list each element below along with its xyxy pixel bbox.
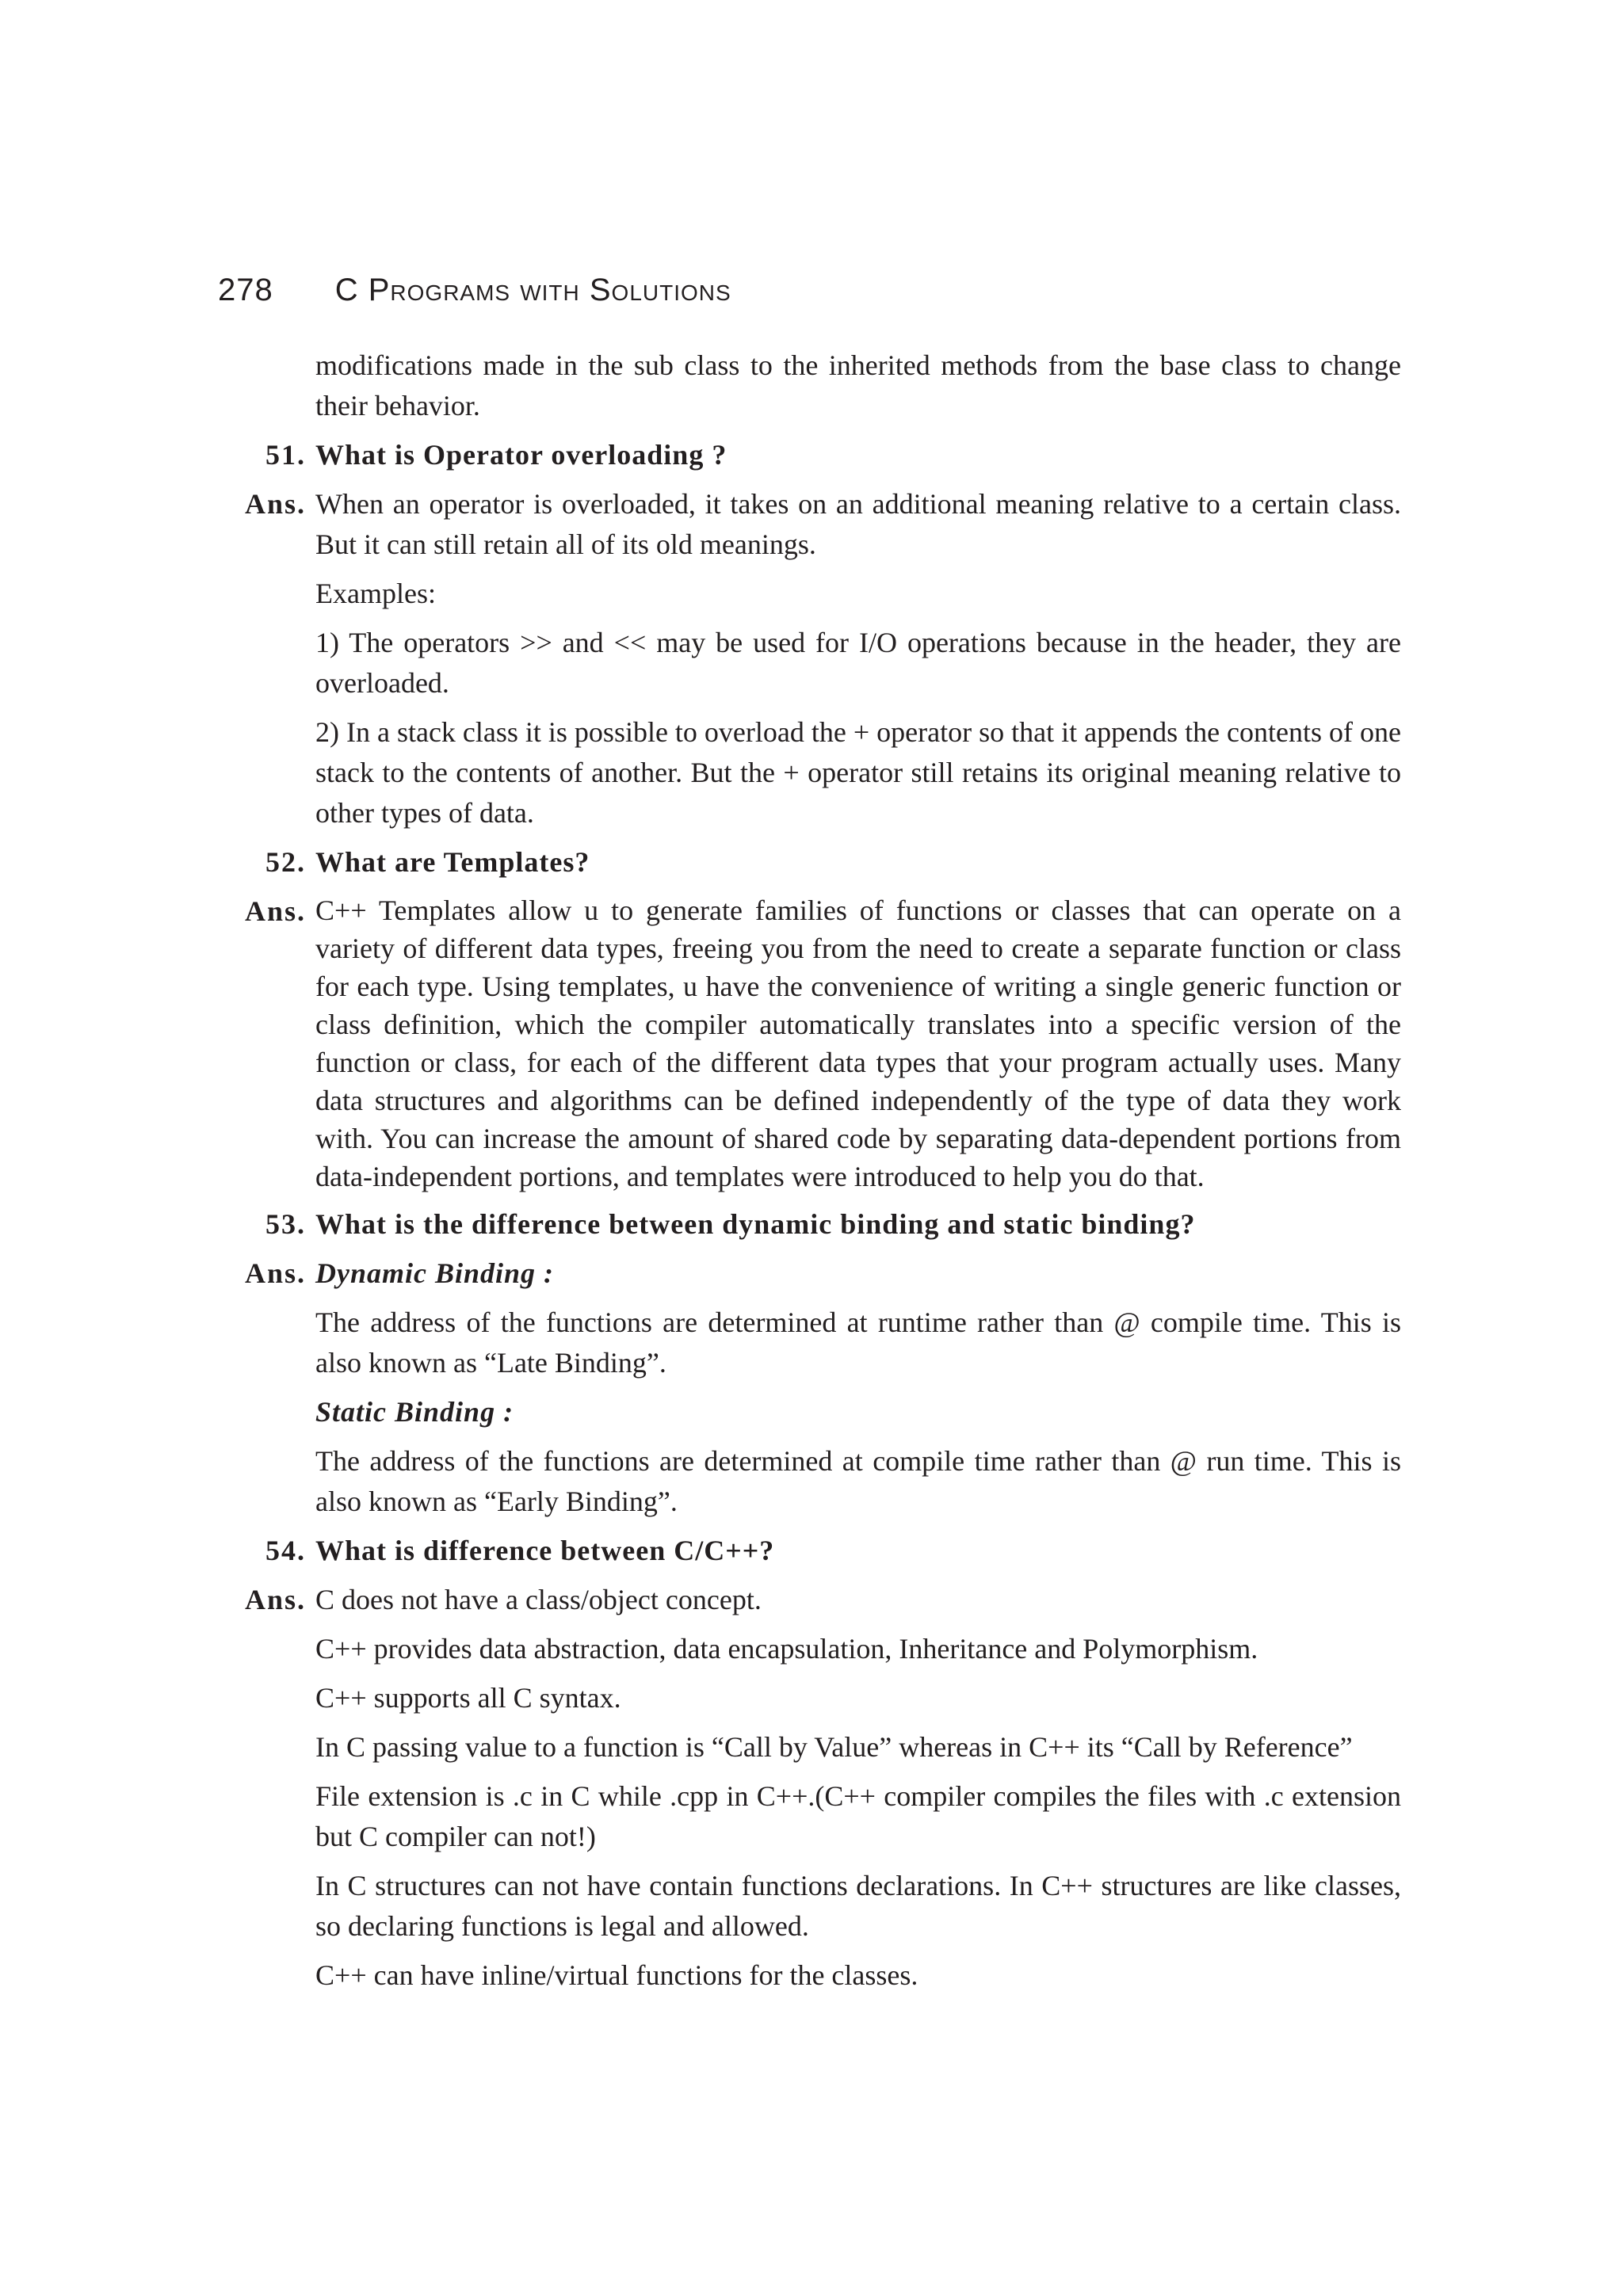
answer-paragraph: In C passing value to a function is “Call by Value” whereas in C++ its “Call by Reference” [315, 1731, 1353, 1763]
page-number: 278 [218, 273, 273, 307]
question-number: 51. [265, 439, 306, 471]
answer-paragraph: Examples: [315, 578, 436, 609]
answer-paragraph: 1) The operators >> and << may be used for I/O operations because in the header, they are overloaded. [315, 627, 1401, 699]
question-text: What is the difference between dynamic binding and static binding? [315, 1208, 1196, 1240]
answer-paragraph: In C structures can not have contain functions declarations. In C++ structures are like classes, so declaring functions is legal and allowed. [315, 1870, 1401, 1942]
running-title: C Programs with Solutions [334, 273, 731, 307]
answer-paragraph: C does not have a class/object concept. [315, 1584, 762, 1615]
page-content [244, 345, 1401, 2004]
question-number: 52. [265, 846, 306, 878]
answer-paragraph: File extension is .c in C while .cpp in C++.(C++ compiler compiles the files with .c extension but C compiler can not!) [315, 1780, 1401, 1852]
answer-paragraph: C++ supports all C syntax. [315, 1682, 621, 1714]
static-binding-text: The address of the functions are determined at compile time rather than @ run time. This is also known as “Early Binding”. [315, 1445, 1401, 1517]
question-text: What are Templates? [315, 846, 590, 878]
answer-51 [244, 484, 1401, 565]
answer-label: Ans. [244, 1584, 306, 1615]
page-header [218, 273, 731, 317]
question-text: What is Operator overloading ? [315, 439, 727, 471]
answer-paragraph: C++ can have inline/virtual functions for the classes. [315, 1959, 918, 1991]
question-52 [265, 842, 1401, 883]
question-51 [265, 435, 1401, 475]
answer-52 [244, 891, 1401, 1196]
answer-paragraph: C++ provides data abstraction, data encapsulation, Inheritance and Polymorphism. [315, 1633, 1258, 1665]
answer-paragraph: C++ Templates allow u to generate families of functions or classes that can operate on a variety of different data types, freeing you from the need to create a separate function or class for each type. Using templates, u have the convenience of writing a single generic function or class definition, which the compiler automatically translates into a specific version of the function or class, for each of the different data types that your program actually uses. Many data structures and algorithms can be defined independently of the type of data they work with. You can increase the amount of shared code by separating data-dependent portions from data-independent portions, and templates were introduced to help you do that. [315, 894, 1401, 1192]
answer-label: Ans. [244, 488, 306, 520]
answer-53 [244, 1253, 1401, 1294]
answer-paragraph: 2) In a stack class it is possible to overload the + operator so that it appends the contents of one stack to the contents of another. But the + operator still retains its original meaning relative to other types of data. [315, 716, 1401, 829]
answer-label: Ans. [244, 895, 306, 927]
continuation-paragraph: modifications made in the sub class to the inherited methods from the base class to change their behavior. [315, 349, 1401, 421]
answer-54 [244, 1580, 1401, 1620]
static-binding-heading: Static Binding : [315, 1396, 514, 1428]
dynamic-binding-heading: Dynamic Binding : [315, 1257, 555, 1289]
question-number: 54. [265, 1535, 306, 1566]
dynamic-binding-text: The address of the functions are determined at runtime rather than @ compile time. This is also known as “Late Binding”. [315, 1306, 1401, 1379]
answer-label: Ans. [244, 1257, 306, 1289]
question-54 [265, 1531, 1401, 1571]
question-53 [265, 1204, 1401, 1245]
answer-paragraph: When an operator is overloaded, it takes on an additional meaning relative to a certain class. But it can still retain all of its old meanings. [315, 488, 1401, 560]
question-number: 53. [265, 1208, 306, 1240]
question-text: What is difference between C/C++? [315, 1535, 775, 1566]
